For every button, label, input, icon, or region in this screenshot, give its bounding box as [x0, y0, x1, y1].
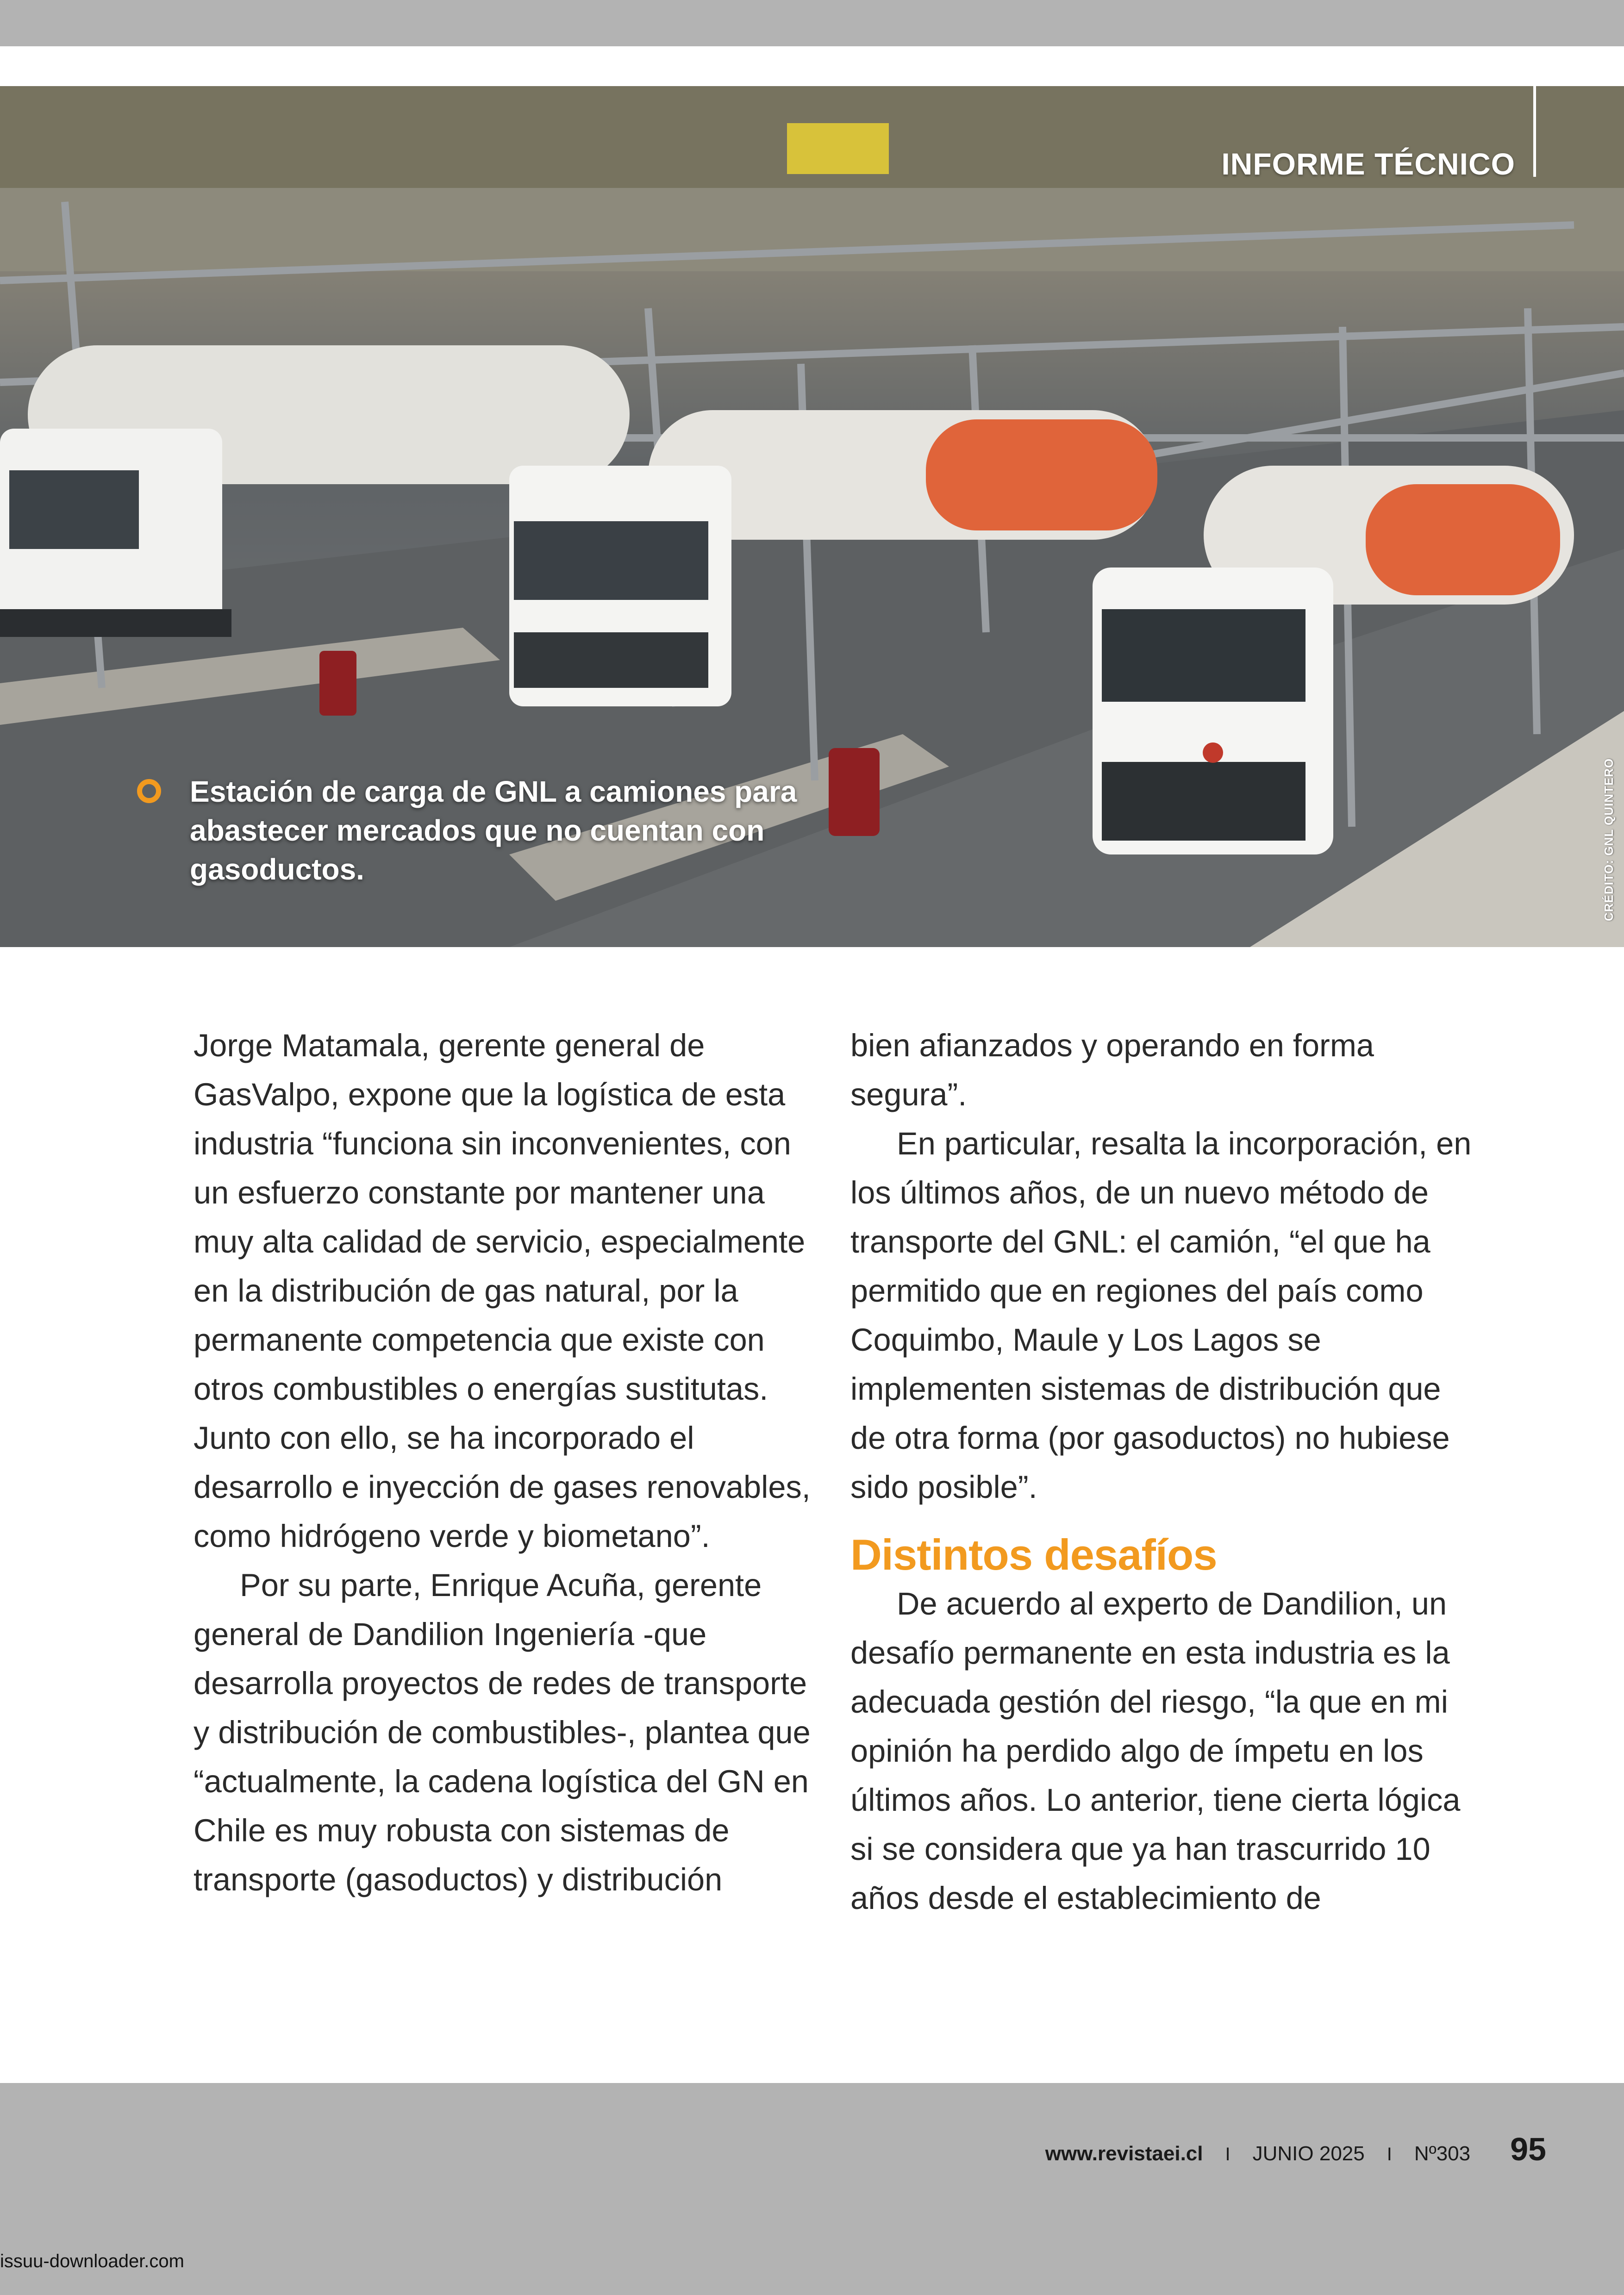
page-folio	[1045, 2131, 1546, 2168]
folio-separator: I	[1225, 2144, 1230, 2164]
website-link[interactable]: www.revistaei.cl	[1045, 2142, 1203, 2165]
paragraph: Jorge Matamala, gerente general de GasValpo, expone que la logística de esta industria “funciona sin inconvenientes, con un esfuerzo constante por mantener una muy alta calidad de servicio, especialmente en la distribución de gas natural, por la permanente competencia que existe con otros combustibles o energías sustitutas. Junto con ello, se ha incorporado el desarrollo e inyección de gases renovables, como hidrógeno verde y biometano”.	[194, 1028, 811, 1554]
folio-separator: I	[1387, 2144, 1392, 2164]
caption-circle-icon	[137, 779, 161, 803]
paragraph: bien afianzados y operando en forma segura”.	[850, 1028, 1374, 1112]
section-tag: INFORME TÉCNICO	[1221, 147, 1515, 181]
photo-credit: CRÉDITO: GNL QUINTERO	[1602, 758, 1616, 921]
footer-band	[0, 2083, 1624, 2295]
paragraph: De acuerdo al experto de Dandilion, un desafío permanente en esta industria es la adecuada gestión del riesgo, “la que en mi opinión ha perdido algo de ímpetu en los últimos años. Lo anterior, tiene cierta lógica si se considera que ya han trascurrido 10 años desde el establecimiento de	[850, 1586, 1461, 1916]
top-margin	[0, 0, 1624, 46]
paragraph: Por su parte, Enrique Acuña, gerente general de Dandilion Ingeniería -que desarrolla proyectos de redes de transporte y distribución de combustibles-, plantea que “actualmente, la cadena logística del GN en Chile es muy robusta con sistemas de transporte (gasoductos) y distribución	[194, 1567, 811, 1897]
paragraph: En particular, resalta la incorporación, en los últimos años, de un nuevo método de transporte del GNL: el camión, “el que ha permitido que en regiones del país como Coquimbo, Maule y Los Lagos se implementen sistemas de distribución que de otra forma (por gasoductos) no hubiese sido posible”.	[850, 1126, 1472, 1505]
section-heading: Distintos desafíos	[850, 1530, 1217, 1579]
article-column-left	[194, 1021, 828, 1904]
issue-date: JUNIO 2025	[1252, 2142, 1365, 2165]
watermark: issuu-downloader.com	[0, 2251, 184, 2271]
section-tag-rule	[1533, 86, 1536, 177]
article-column-right	[850, 1021, 1485, 1923]
issue-number: Nº303	[1414, 2142, 1471, 2165]
page-number: 95	[1510, 2131, 1546, 2167]
photo-caption: Estación de carga de GNL a camiones para abastecer mercados que no cuentan con gasoductos.	[190, 775, 797, 886]
